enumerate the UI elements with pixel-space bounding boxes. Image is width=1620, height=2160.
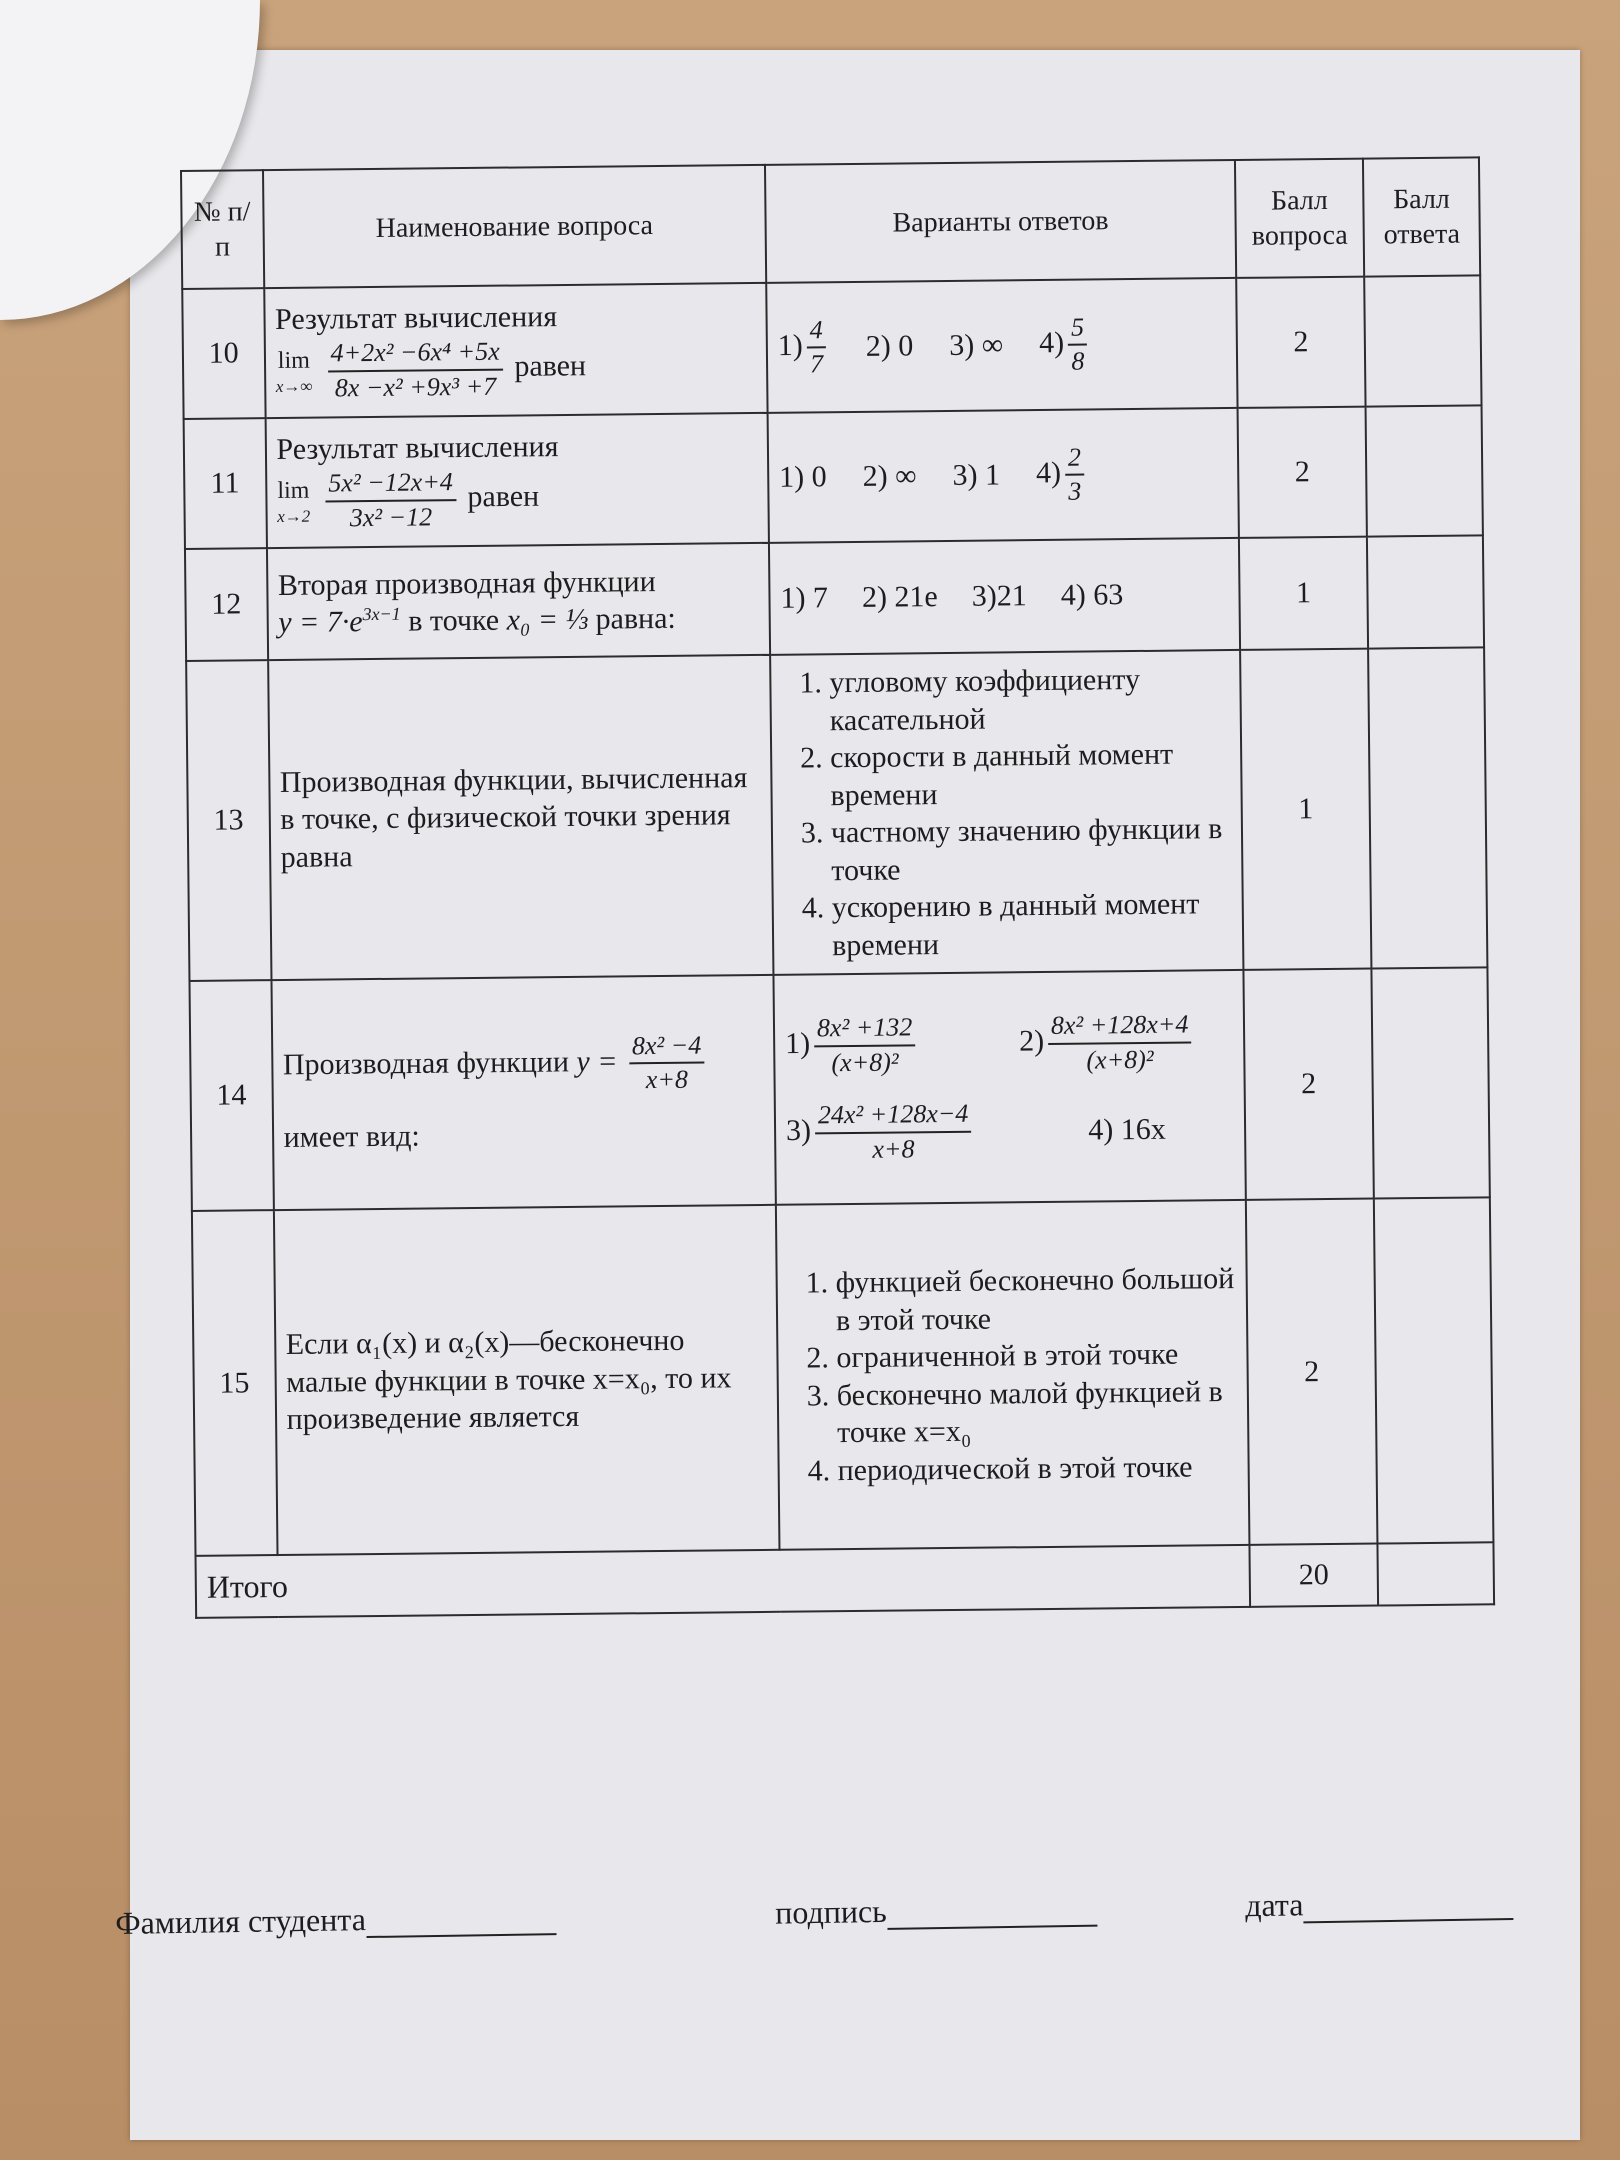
signature-line [887,1897,1097,1930]
list-item: 3. частному значению функции в точке [831,810,1232,889]
list-item: 2. ограниченной в этой точке [836,1335,1236,1377]
answers-cell [768,408,1239,543]
answer-option: 4) $\frac{2}{3}$ [1036,441,1089,509]
answer-option: 3) 1 [952,458,1001,493]
question-tail: имеет вид: [283,1119,420,1154]
answers-cell [766,278,1237,413]
quiz-table [180,156,1495,1619]
question-fraction [327,336,503,405]
answer-option: 1) 0 [779,460,827,494]
signature-field[interactable] [775,1890,1097,1932]
fraction-denominator: 8x −x² +9x³ +7 [334,371,497,403]
answers-cell [776,1200,1250,1550]
function-exponent: 3x−1 [362,603,401,625]
question-fraction [325,466,456,534]
fraction-denominator: x+8 [645,1064,689,1095]
answer-option: 3) $\frac{\text{24x² +128x−4}}{x+8}$ [786,1097,1001,1166]
answer-option: 1) $\frac{4}{7}$ [777,314,830,382]
table-row [192,1197,1494,1556]
limit-subscript: x→∞ [275,376,313,397]
answers-cell [769,538,1240,655]
question-text: Производная функции [282,1045,570,1082]
answer-fraction: $\frac{\text{24x² +128x−4}}{x+8}$ [815,1098,972,1167]
answer-list [787,1260,1237,1490]
student-name-label: Фамилия студента [115,1901,367,1941]
question-cell [264,283,768,418]
function-expression: y = [576,1044,618,1079]
row-number: 10 [182,288,265,419]
quiz-sheet [180,156,1496,1665]
header-question-points: Балл вопроса [1235,159,1365,278]
date-label: дата [1244,1886,1304,1924]
question-cell [266,543,770,660]
answer-fraction: $\frac{\text{8x² +132}}{\text{(x+8)²}}$ [814,1011,916,1079]
answer-fraction: $\frac{4}{7}$ [806,314,826,381]
answer-fraction: $\frac{5}{8}$ [1068,311,1088,378]
answer-option: 2) 21e [861,580,938,615]
header-question: Наименование вопроса [263,165,767,288]
row-number: 15 [192,1210,277,1556]
limit-subscript: x→2 [277,506,311,527]
answers-cell [770,650,1243,975]
answer-option: 2) ∞ [862,459,917,494]
question-text: Вторая производная функции [277,564,656,602]
answer-points-cell[interactable] [1372,967,1490,1198]
answer-option: 3)21 [971,579,1027,613]
list-item: 1. функцией бесконечно большой в этой точке [835,1260,1236,1339]
question-cell [265,413,769,548]
fraction-numerator: 8x² −4 [629,1029,705,1064]
limit-operator: lim x→2 [277,477,311,527]
answer-option: 4) 16x [1088,1112,1166,1147]
answer-option: 2) $\frac{\text{8x² +128x+4}}{\text{(x+8)²}}$ [1019,1008,1234,1077]
question-tail: равен [467,479,540,514]
answer-option: 3) ∞ [949,328,1004,363]
question-points: 2 [1246,1199,1378,1545]
total-answer-points-cell[interactable] [1378,1542,1494,1605]
table-row [184,405,1483,549]
question-cell [268,655,774,980]
student-name-field[interactable] [115,1898,556,1942]
question-text: Производная функции, вычисленная в точке, с физической точки зрения равна [279,760,748,874]
question-text: Если α₁(x) и α₂(x)—бесконечно малые функции в точке x=x₀, то их произведение является [285,1324,732,1437]
question-tail: равен [514,349,587,384]
question-fraction [629,1029,705,1097]
total-row [196,1542,1495,1618]
question-text: Результат вычисления [276,429,559,466]
point-value: x₀ = ⅓ [506,602,589,637]
row-number: 12 [185,548,268,661]
row-number: 13 [186,660,271,981]
total-label: Итого [196,1545,1250,1618]
list-item: 4. ускорению в данный момент времени [832,885,1233,964]
answer-option: 2) 0 [865,329,914,364]
answer-fraction: $\frac{2}{3}$ [1065,441,1085,508]
question-points: 1 [1239,537,1368,650]
fraction-denominator: 3x² −12 [349,502,433,532]
question-text: Результат вычисления [274,299,558,336]
table-row [182,275,1481,419]
table-header-row [181,157,1480,289]
question-points: 2 [1236,277,1366,408]
answer-points-cell[interactable] [1364,275,1481,406]
question-tail: равна: [595,601,676,636]
question-points: 2 [1243,969,1374,1200]
signature-label: подпись [774,1892,888,1931]
function-expression: y = 7·e [278,605,363,639]
header-answer-points: Балл ответа [1363,157,1480,276]
list-item: 4. периодической в этой точке [837,1447,1237,1489]
list-item: 1. угловому коэффициенту касательной [829,660,1230,739]
question-mid: в точке [408,603,500,638]
limit-operator: lim x→∞ [275,347,313,397]
answers-cell [773,970,1245,1205]
answer-option: 1) $\frac{\text{8x² +132}}{\text{(x+8)²}}$ [785,1010,1000,1079]
answer-points-cell[interactable] [1366,405,1483,536]
header-num: № п/п [181,170,264,289]
fraction-numerator: 4+2x² −6x⁴ +5x [327,336,502,372]
header-answers: Варианты ответов [765,160,1236,283]
answer-fraction: $\frac{\text{8x² +128x+4}}{\text{(x+8)²}}$ [1048,1008,1192,1076]
table-row [186,647,1487,981]
date-field[interactable] [1245,1883,1514,1924]
answer-list [781,660,1232,965]
answer-option: 1) 7 [780,581,829,615]
question-points: 1 [1240,649,1372,970]
question-cell [273,1205,779,1555]
table-row [185,535,1484,661]
date-line [1303,1890,1513,1923]
answer-points-cell[interactable] [1367,535,1484,648]
question-points: 2 [1237,407,1367,538]
table-row [189,967,1489,1211]
list-item: 3. бесконечно малой функцией в точке x=x₀ [837,1373,1238,1452]
row-number: 14 [189,980,273,1211]
row-number: 11 [184,418,267,549]
answer-option: 4) 63 [1060,578,1124,613]
answer-points-cell[interactable] [1368,647,1487,968]
list-item: 2. скорости в данный момент времени [830,735,1231,814]
answer-points-cell[interactable] [1374,1197,1493,1543]
total-points: 20 [1249,1544,1378,1607]
question-cell [271,975,776,1210]
student-name-line [366,1905,556,1938]
answer-option: 4) $\frac{5}{8}$ [1039,311,1092,379]
fraction-numerator: 5x² −12x+4 [325,466,456,502]
